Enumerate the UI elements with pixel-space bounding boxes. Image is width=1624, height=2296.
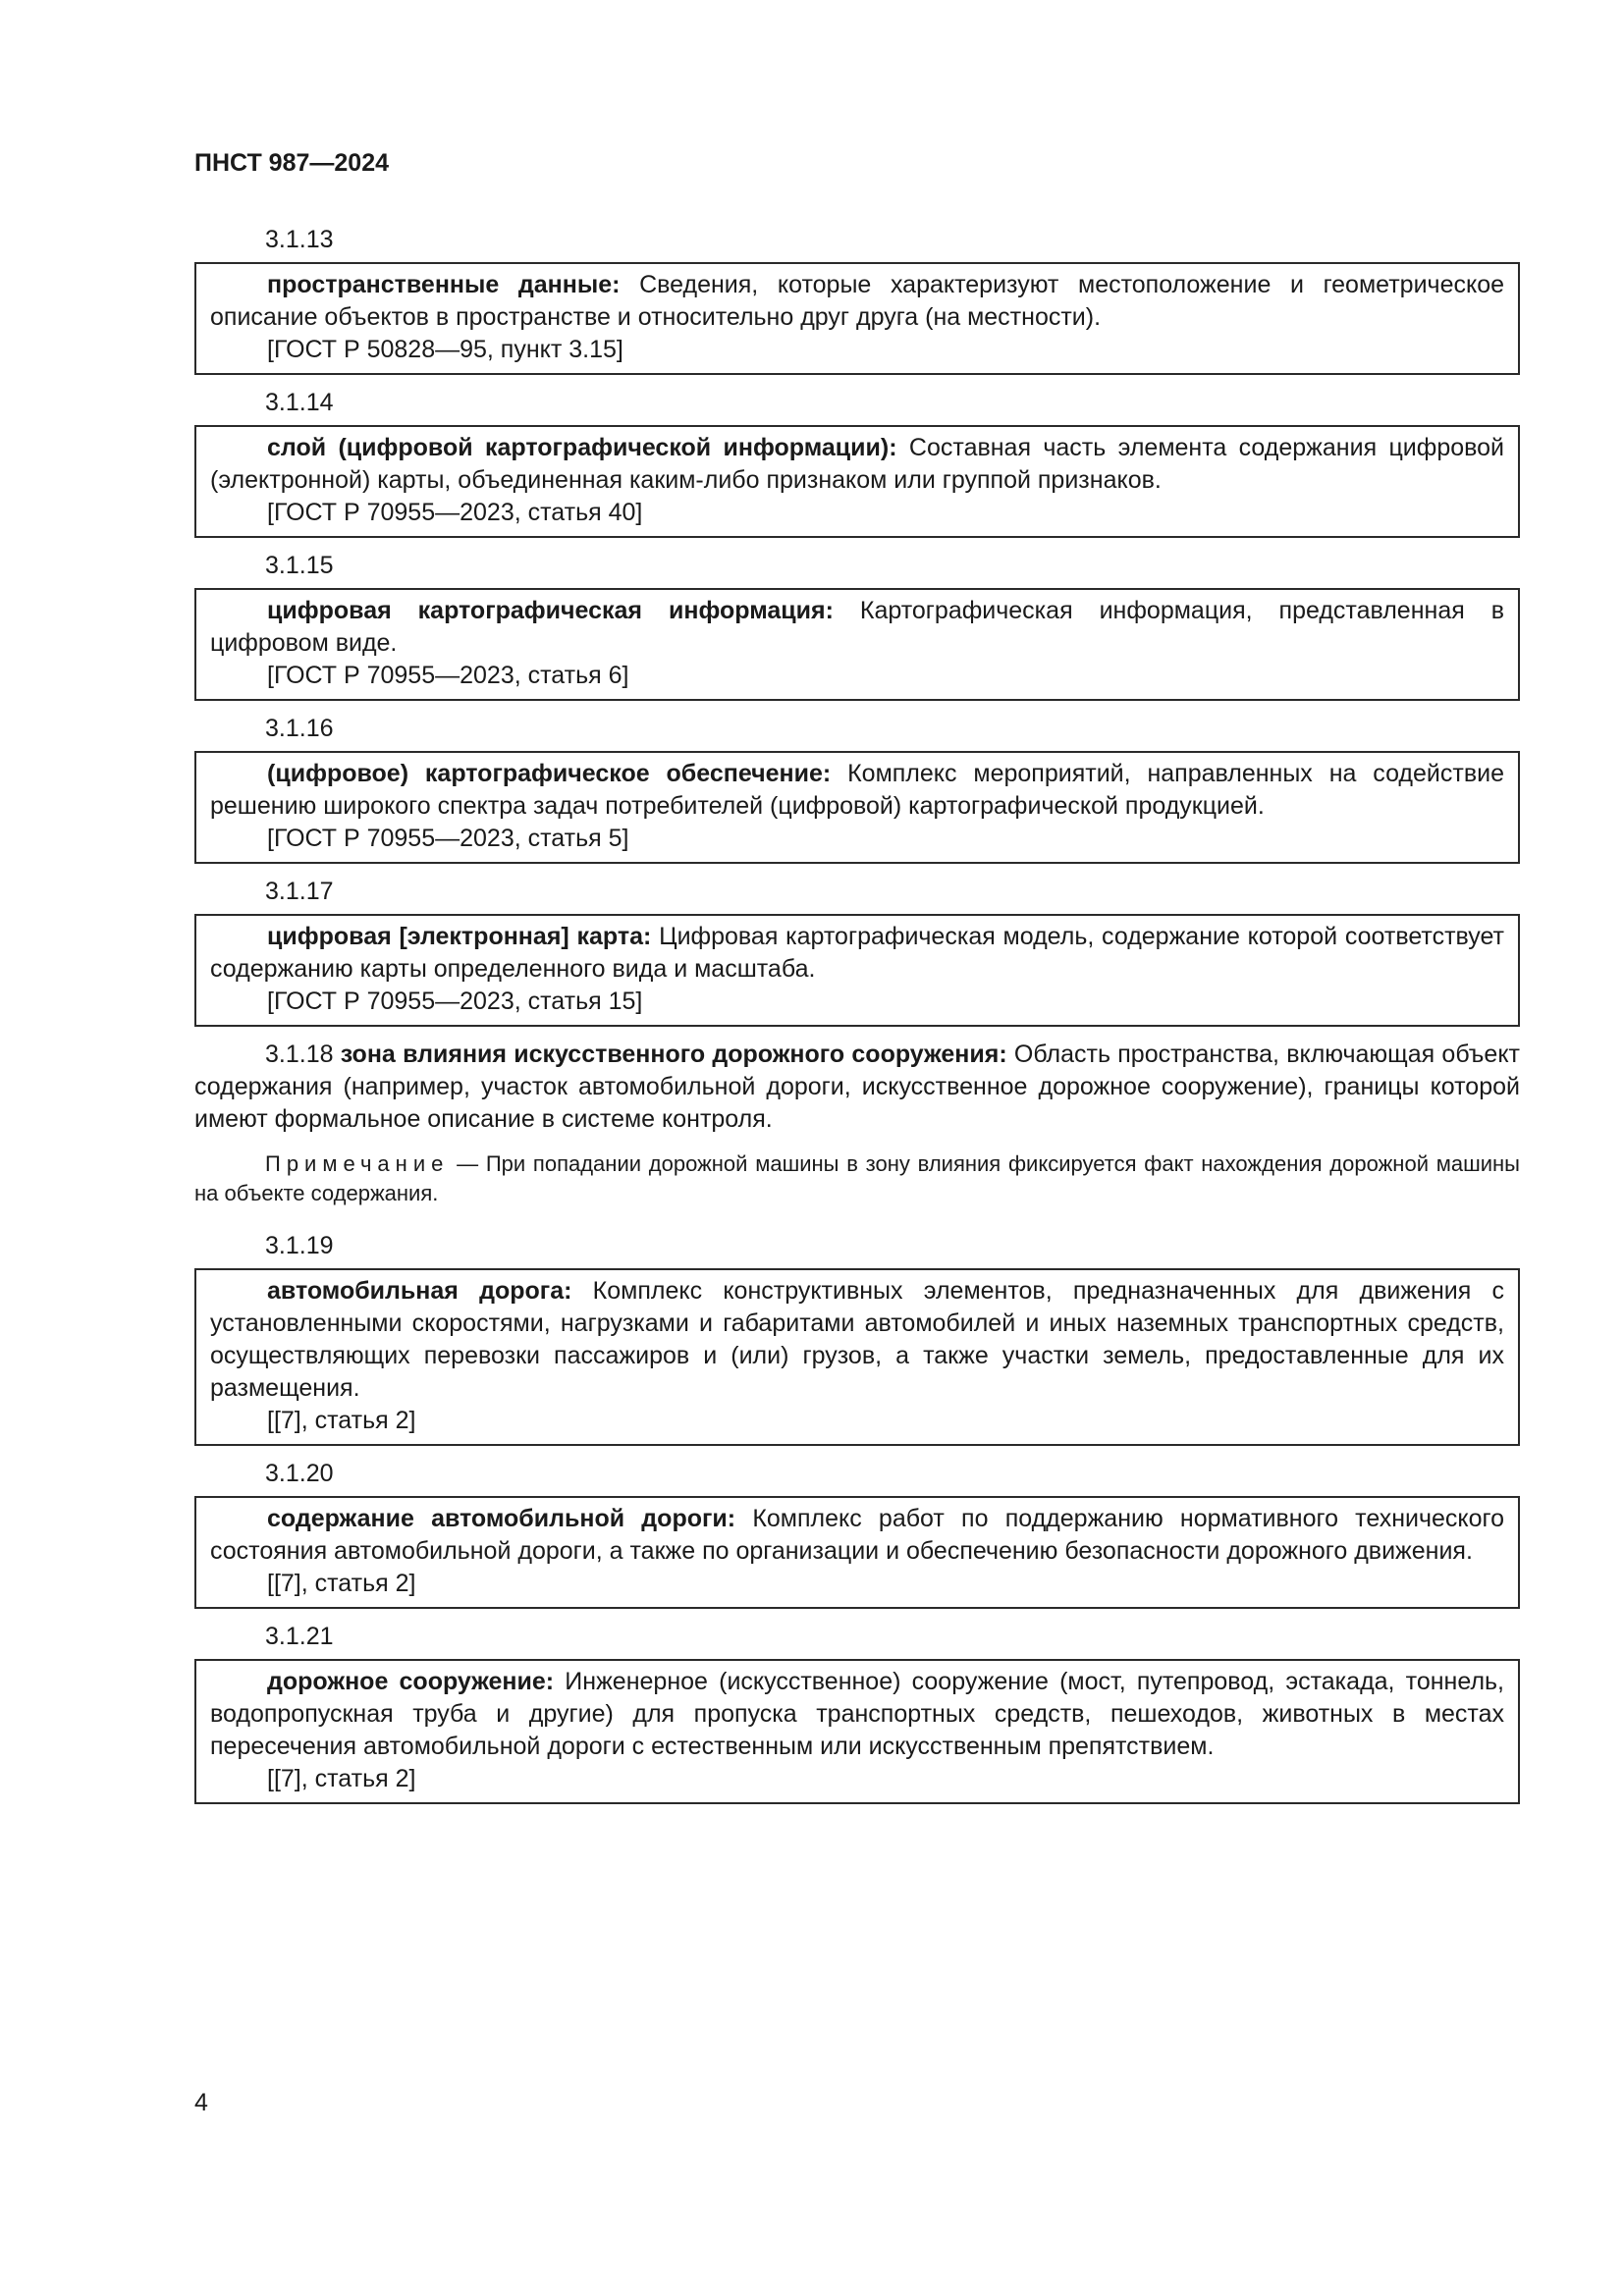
term-source: [[7], статья 2] [267,1570,416,1597]
term-source: [ГОСТ Р 50828—95, пункт 3.15] [267,336,623,363]
term-number: 3.1.13 [265,226,334,253]
term-text: Комплекс работ по поддержанию нормативного технического состояния автомобильной дороги, а также по организации и обеспечению безопасности дорожного движения. [210,1505,1504,1565]
term-title: зона влияния искусственного дорожного сооружения: [340,1041,1007,1068]
term-definition-box [194,588,1520,701]
term-source: [[7], статья 2] [267,1765,416,1792]
term-definition [210,595,1504,660]
term-definition [210,758,1504,823]
term-definition-inline [194,1039,1520,1136]
term-number: 3.1.16 [265,715,334,742]
term-text: Комплекс мероприятий, направленных на содействие решению широкого спектра задач потребителей (цифровой) картографической продукцией. [210,760,1504,820]
term-definition-box [194,425,1520,538]
term-number: 3.1.15 [265,552,334,579]
note-label: Примечание [265,1151,450,1176]
term-definition [210,1666,1504,1763]
terms-section [194,224,1520,1816]
term-source: [ГОСТ Р 70955—2023, статья 5] [267,825,629,852]
term-definition-box [194,914,1520,1027]
term-title: содержание автомобильной дороги: [267,1505,736,1532]
term-source: [ГОСТ Р 70955—2023, статья 6] [267,662,629,689]
term-definition-box [194,1496,1520,1609]
term-definition [210,1275,1504,1405]
term-number: 3.1.17 [265,878,334,905]
term-title: цифровая картографическая информация: [267,597,834,624]
term-text: Сведения, которые характеризуют местоположение и геометрическое описание объектов в пространстве и относительно друг друга (на местности). [210,271,1504,331]
term-text: Цифровая картографическая модель, содержание которой соответствует содержанию карты определенного вида и масштаба. [210,923,1504,983]
term-definition-box [194,1268,1520,1446]
note-text: — При попадании дорожной машины в зону влияния фиксируется факт нахождения дорожной машины на объекте содержания. [194,1151,1520,1205]
term-text: Картографическая информация, представленная в цифровом виде. [210,597,1505,657]
term-title: (цифровое) картографическое обеспечение: [267,760,832,787]
term-definition [210,432,1504,497]
term-definition [210,921,1504,986]
term-number: 3.1.19 [265,1232,334,1259]
document-code: ПНСТ 987—2024 [194,149,389,177]
term-source: [ГОСТ Р 70955—2023, статья 15] [267,988,643,1015]
term-text: Составная часть элемента содержания цифровой (электронной) карты, объединенная каким-либо признаком или группой признаков. [210,434,1504,494]
term-number: 3.1.21 [265,1623,334,1650]
page-number: 4 [194,2089,208,2116]
term-title: дорожное сооружение: [267,1668,555,1695]
term-title: цифровая [электронная] карта: [267,923,652,950]
term-title: слой (цифровой картографической информации): [267,434,897,461]
note [194,1149,1520,1208]
term-source: [ГОСТ Р 70955—2023, статья 40] [267,499,643,526]
term-definition-box [194,751,1520,864]
term-text: Область пространства, включающая объект содержания (например, участок автомобильной дороги, искусственное дорожное сооружение), границы которой имеют формальное описание в системе контроля. [194,1041,1520,1133]
term-source: [[7], статья 2] [267,1407,416,1434]
term-definition-box [194,262,1520,375]
term-title: автомобильная дорога: [267,1277,572,1305]
term-text: Инженерное (искусственное) сооружение (мост, путепровод, эстакада, тоннель, водопропускная труба и другие) для пропуска транспортных средств, пешеходов, животных в местах пересечения автомобильной дороги с естественным или искусственным препятствием. [210,1668,1504,1760]
term-number: 3.1.20 [265,1460,334,1487]
term-text: Комплекс конструктивных элементов, предназначенных для движения с установленными скоростями, нагрузками и габаритами автомобилей и иных наземных транспортных средств, осуществляющих перевозки пассажиров и (или) грузов, а также участки земель, предоставленные для их размещения. [210,1277,1504,1402]
term-number: 3.1.18 [265,1041,341,1068]
term-definition-box [194,1659,1520,1804]
term-definition [210,269,1504,334]
term-definition [210,1503,1504,1568]
term-title: пространственные данные: [267,271,621,298]
term-number: 3.1.14 [265,389,334,416]
